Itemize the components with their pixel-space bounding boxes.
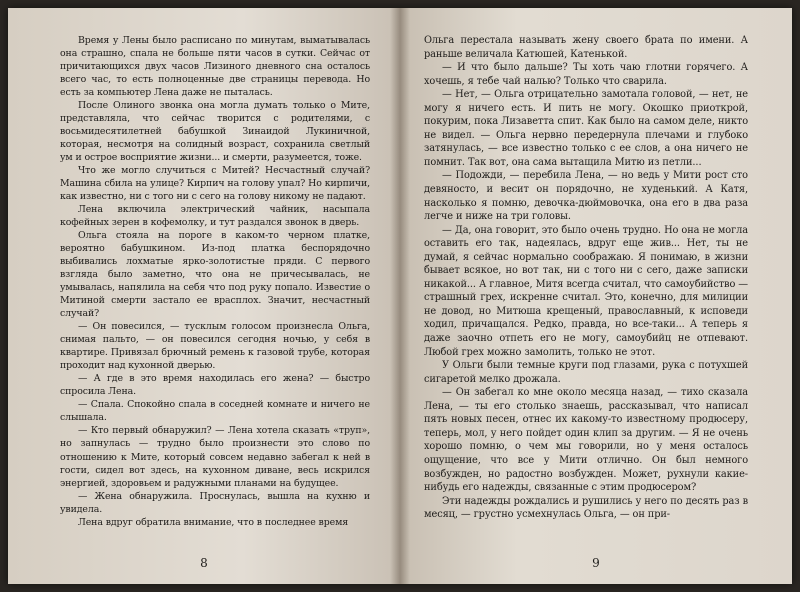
paragraph: — Спала. Спокойно спала в соседней комнате и ничего не слышала. xyxy=(60,399,370,424)
right-page-text xyxy=(424,34,748,522)
gutter-shadow xyxy=(390,8,400,584)
paragraph: Эти надежды рождались и рушились у него по десять раз в месяц, — грустно усмехнулась Ольга, — он при- xyxy=(424,495,748,521)
paragraph: — Нет, — Ольга отрицательно замотала головой, — нет, не могу я ничего есть. И пить не могу. Окошко приоткрой, покурим, пока Лизаветта спит. Как было на самом деле, никто не видел. — Ольга нервно передернула плечами и глубоко затянулась, — все известно только с ее слов, а она ничего не помнит. Так вот, она сама вытащила Митю из петли... xyxy=(424,89,748,168)
right-page xyxy=(400,8,792,584)
left-page-text xyxy=(60,34,370,529)
paragraph: У Ольги были темные круги под глазами, рука с потухшей сигаретой мелко дрожала. xyxy=(424,360,748,385)
gutter-shadow xyxy=(400,8,410,584)
book-spread xyxy=(8,8,792,584)
paragraph: — Да, она говорит, это было очень трудно. Но она не могла оставить его так, надеялась, вдруг еще жив... Нет, ты не думай, я сейчас нормально соображаю. Я понимаю, в жизни бывает всякое, но вот так, ни с того ни с сего, даже записки никакой... А главное, Митя всегда считал, что самоубийство — страшный грех, искренне считал. Это, конечно, для милиции не довод, но Митюша крещеный, православный, к исповеди ходил, причащался. Редко, правда, но все-таки... А теперь я даже заочно отпеть его не могу, самоубийц не отпевают. Любой грех можно замолить, только не этот. xyxy=(424,224,748,358)
paragraph: — Подожди, — перебила Лена, — но ведь у Мити рост сто девяносто, и весит он порядочно, не худенький. А Катя, насколько я помню, девочка-дюймовочка, она его в два раза легче и ниже на три головы. xyxy=(424,170,748,223)
page-number: 9 xyxy=(592,556,600,570)
paragraph: — Он повесился, — тусклым голосом произнесла Ольга, снимая пальто, — он повесился сегодня ночью, у себя в квартире. Привязал брючный ремень к газовой трубе, которая проходит над кухонной дверью. xyxy=(60,321,370,372)
paragraph: — Жена обнаружила. Проснулась, вышла на кухню и увидела. xyxy=(60,490,370,515)
paragraph: Что же могло случиться с Митей? Несчастный случай? Машина сбила на улице? Кирпич на голову упал? Но кирпичи, как известно, ни с того ни с сего на голову никому не падают. xyxy=(60,165,370,203)
paragraph: — Он забегал ко мне около месяца назад, — тихо сказала Лена, — ты его столько знаешь, рассказывал, что написал пять новых песен, отнес их какому-то известному продюсеру, теперь, мол, у него пойдет один клип за другим. — Я не очень хорошо помню, о чем мы говорили, но у меня осталось ощущение, что все у Мити отлично. Он был немного возбужден, но радостно возбужден. Может, рухнули какие-нибудь его надежды, связанные с этим продюсером? xyxy=(424,387,748,494)
paragraph: Лена вдруг обратила внимание, что в последнее время xyxy=(78,516,349,528)
paragraph: Ольга стояла на пороге в каком-то черном платке, вероятно бабушкином. Из-под платка беспорядочно выбивались лохматые ярко-золотистые пряди. С первого взгляда было заметно, что она не причесывалась, не умывалась, напялила на себя что под руку попало. Известие о Митиной смерти застало ее врасплох. Значит, несчастный случай? xyxy=(60,230,370,320)
paragraph: Время у Лены было расписано по минутам, выматывалась она страшно, спала не больше пяти часов в сутки. Сейчас от причитающихся двух часов Лизиного дневного сна осталось всего час, то есть полноценные две страницы перевода. Но есть за компьютер Лена даже не пыталась. xyxy=(60,35,370,99)
paragraph: Ольга перестала называть жену своего брата по имени. А раньше величала Катюшей, Катенькой. xyxy=(424,35,748,60)
paragraph: — И что было дальше? Ты хоть чаю глотни горячего. А хочешь, я тебе чай налью? Только что сварила. xyxy=(424,62,748,87)
paragraph: После Олиного звонка она могла думать только о Мите, представляла, что сейчас творится с родителями, с восьмидесятилетней бабушкой Зинаидой Лукиничной, которая, несмотря на солидный возраст, сохранила светлый ум и острое восприятие жизни... и смерти, разумеется, тоже. xyxy=(60,100,370,164)
page-number: 8 xyxy=(200,556,208,570)
left-page xyxy=(8,8,400,584)
paragraph: — А где в это время находилась его жена? — быстро спросила Лена. xyxy=(60,373,370,398)
paragraph: — Кто первый обнаружил? — Лена хотела сказать «труп», но запнулась — трудно было произнести это слово по отношению к Мите, который совсем недавно забегал к ней в гости, сидел вот здесь, на кухонном диване, весь искрился энергией, здоровьем и радужными планами на будущее. xyxy=(60,425,370,489)
paragraph: Лена включила электрический чайник, насыпала кофейных зерен в кофемолку, и тут раздался звонок в дверь. xyxy=(60,204,370,229)
